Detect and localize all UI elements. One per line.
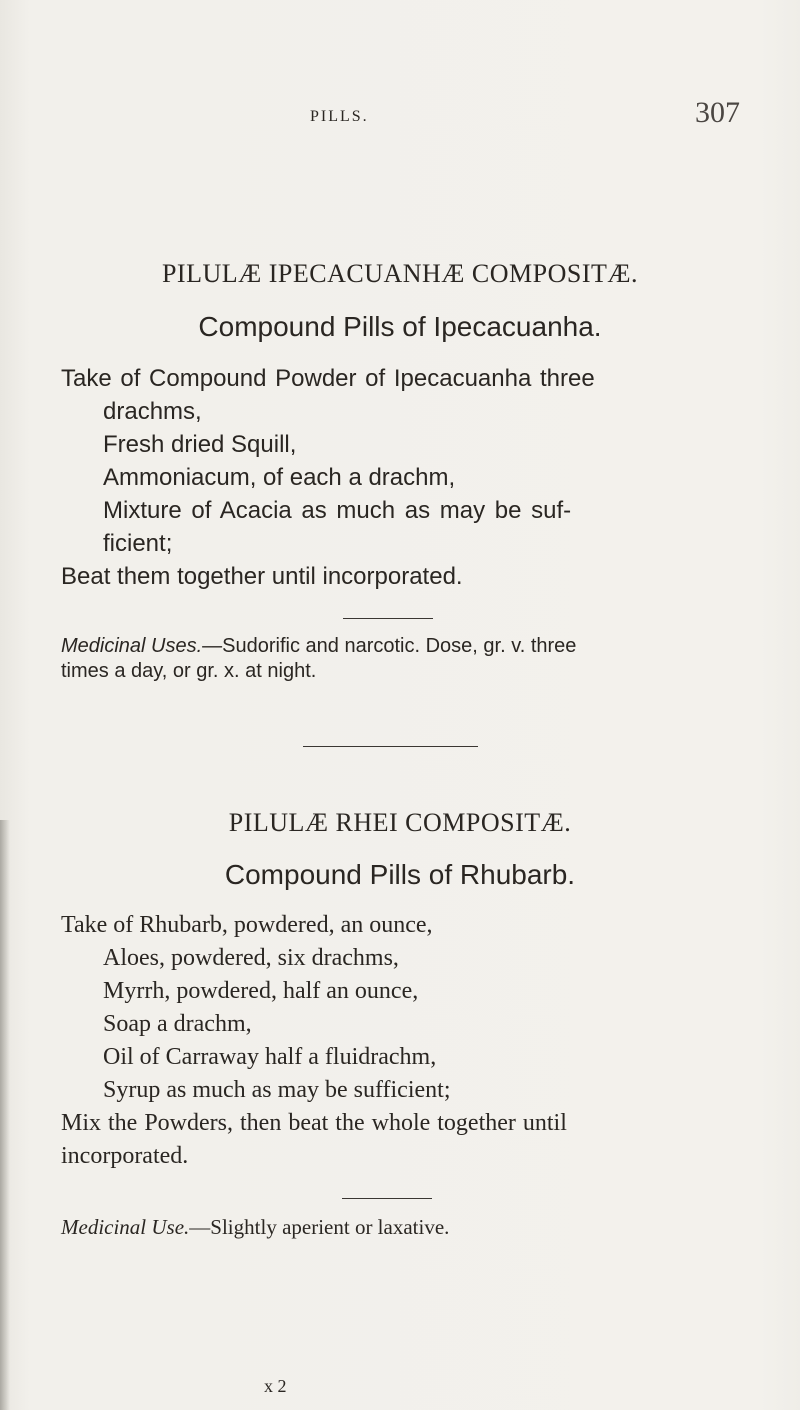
section-divider	[303, 746, 478, 747]
section-2-title: PILULÆ RHEI COMPOSITÆ.	[228, 808, 572, 837]
section-2-line-1: Take of Rhubarb, powdered, an ounce,	[61, 912, 433, 938]
section-2-line-7: Mix the Powders, then beat the whole together until	[61, 1110, 567, 1136]
section-1-note-continuation: times a day, or gr. x. at night.	[61, 660, 317, 682]
section-2-note	[61, 1215, 449, 1240]
section-1-subtitle: Compound Pills of Ipecacuanha.	[198, 311, 602, 342]
signature-mark: x 2	[264, 1376, 287, 1396]
section-2-subtitle: Compound Pills of Rhubarb.	[224, 859, 576, 890]
section-1-note	[61, 635, 576, 658]
section-2-line-6: Syrup as much as may be sufficient;	[103, 1077, 451, 1103]
section-1-title: PILULÆ IPECACUANHÆ COMPOSITÆ.	[161, 259, 639, 288]
divider-short	[343, 618, 433, 619]
section-2-line-2: Aloes, powdered, six drachms,	[103, 945, 399, 971]
section-2-line-8: incorporated.	[61, 1143, 189, 1169]
section-2-line-5: Oil of Carraway half a fluidrachm,	[103, 1044, 437, 1070]
section-2-line-4: Soap a drachm,	[103, 1011, 252, 1037]
section-1-line-1: Take of Compound Powder of Ipecacuanha three	[61, 365, 595, 392]
section-1-line-4: Ammoniacum, of each a drachm,	[103, 464, 456, 491]
section-2-note-text: —Slightly aperient or laxative.	[189, 1215, 450, 1239]
page-number: 307	[695, 96, 740, 129]
section-2-note-label: Medicinal Use.	[61, 1215, 190, 1239]
section-1-line-3: Fresh dried Squill,	[103, 431, 297, 458]
section-1-note-label: Medicinal Uses.	[61, 635, 203, 657]
divider-short-2	[342, 1198, 432, 1199]
page-edge-shadow	[0, 820, 10, 1410]
section-1-line-5: Mixture of Acacia as much as may be suf-	[103, 497, 572, 524]
section-1-line-7: Beat them together until incorporated.	[61, 563, 463, 590]
section-1-line-2: drachms,	[103, 398, 202, 425]
section-2-line-3: Myrrh, powdered, half an ounce,	[103, 978, 419, 1004]
section-1-note-text: —Sudorific and narcotic. Dose, gr. v. three	[202, 635, 577, 657]
running-head: PILLS.	[310, 108, 369, 125]
section-1-line-6: ficient;	[103, 530, 173, 557]
